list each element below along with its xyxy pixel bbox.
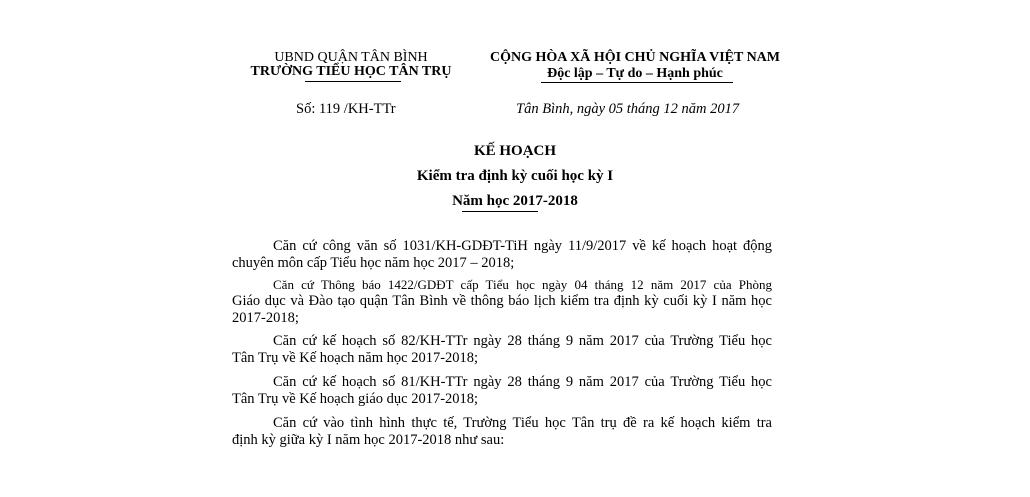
paragraph-2 — [232, 276, 772, 327]
school-year: Năm học 2017-2018 — [452, 193, 578, 209]
national-motto: Độc lập – Tự do – Hạnh phúc — [547, 66, 723, 81]
issuing-authority: UBND QUẬN TÂN BÌNH — [274, 50, 428, 65]
paragraph-line: Căn cứ vào tình hình thực tế, Trường Tiểu học Tân trụ đề ra kế hoạch kiểm tra — [273, 415, 772, 431]
paragraph-line: 2017-2018; — [232, 310, 299, 326]
place-and-date: Tân Bình, ngày 05 tháng 12 năm 2017 — [516, 101, 740, 117]
paragraph-line: Căn cứ kế hoạch số 82/KH-TTr ngày 28 tháng 9 năm 2017 của Trường Tiểu học — [273, 333, 772, 349]
school-name: TRƯỜNG TIỂU HỌC TÂN TRỤ — [250, 64, 452, 79]
paragraph-5 — [232, 415, 772, 449]
document-subtitle: Kiểm tra định kỳ cuối học kỳ I — [416, 168, 614, 184]
paragraph-line: định kỳ giữa kỳ I năm học 2017-2018 như sau: — [232, 432, 505, 448]
paragraph-3 — [232, 333, 772, 367]
paragraph-4 — [232, 374, 772, 408]
paragraph-line: Căn cứ công văn số 1031/KH-GDĐT-TiH ngày 11/9/2017 về kế hoạch hoạt động — [273, 238, 772, 254]
paragraph-line: chuyên môn cấp Tiểu học năm học 2017 – 2018; — [232, 255, 515, 271]
paragraph-1 — [232, 238, 772, 272]
paragraph-line: Tân Trụ về Kế hoạch giáo dục 2017-2018; — [232, 391, 479, 407]
title-underline — [462, 211, 538, 212]
national-title: CỘNG HÒA XÃ HỘI CHỦ NGHĨA VIỆT NAM — [489, 50, 780, 65]
paragraph-line: Giáo dục và Đào tạo quận Tân Bình về thông báo lịch kiểm tra định kỳ cuối kỳ I năm học — [232, 293, 772, 309]
document-title: KẾ HOẠCH — [473, 143, 557, 159]
header-left-underline — [305, 81, 401, 82]
paragraph-line: Căn cứ kế hoạch số 81/KH-TTr ngày 28 tháng 9 năm 2017 của Trường Tiểu học — [273, 374, 772, 390]
paragraph-line: Căn cứ Thông báo 1422/GDĐT cấp Tiểu học ngày 04 tháng 12 năm 2017 của Phòng — [273, 277, 772, 292]
paragraph-line: Tân Trụ về Kế hoạch năm học 2017-2018; — [232, 350, 479, 366]
document-number: Số: 119 /KH-TTr — [296, 101, 396, 117]
header-right-underline — [541, 82, 733, 83]
